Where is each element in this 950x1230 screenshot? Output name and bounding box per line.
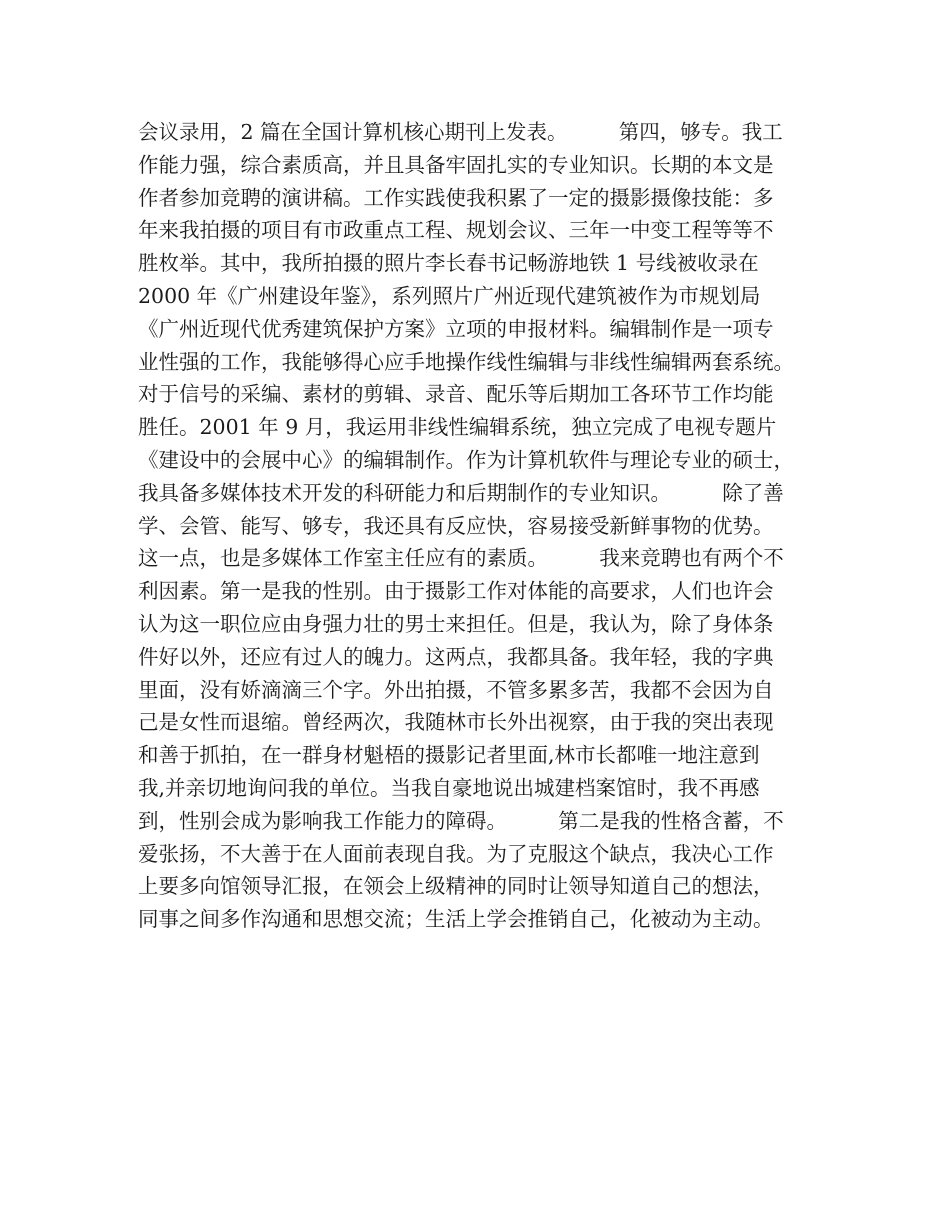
text-line-17: 件好以外，还应有过人的魄力。这两点，我都具备。我年轻，我的字典 [138, 644, 774, 669]
text-line-18: 里面，没有娇滴滴三个字。外出拍摄，不管多累多苦，我都不会因为自 [138, 677, 774, 702]
text-line-15: 利因素。第一是我的性别。由于摄影工作对体能的高要求，人们也许会 [138, 579, 774, 604]
text-line-14: 这一点，也是多媒体工作室主任应有的素质。 我来竞聘也有两个不 [138, 546, 784, 571]
text-line-6: 2000 年《广州建设年鉴》，系列照片广州近现代建筑被作为市规划局 [138, 283, 761, 308]
text-line-24: 上要多向馆领导汇报，在领会上级精神的同时让领导知道自己的想法， [138, 874, 774, 899]
text-line-1: 会议录用，2 篇在全国计算机核心期刊上发表。 第四，够专。我工 [138, 120, 783, 144]
text-line-23: 爱张扬，不大善于在人面前表现自我。为了克服这个缺点，我决心工作 [138, 841, 774, 866]
text-line-3: 作者参加竞聘的演讲稿。工作实践使我积累了一定的摄影摄像技能：多 [138, 185, 774, 210]
text-line-20: 和善于抓拍，在一群身材魁梧的摄影记者里面,林市长都唯一地注意到 [138, 743, 760, 768]
text-line-8: 业性强的工作，我能够得心应手地操作线性编辑与非线性编辑两套系统。 [138, 349, 794, 374]
body-text [138, 116, 828, 936]
text-line-13: 学、会管、能写、够专，我还具有反应快，容易接受新鲜事物的优势。 [138, 513, 774, 538]
text-line-11: 《建设中的会展中心》的编辑制作。作为计算机软件与理论专业的硕士， [138, 447, 794, 472]
text-line-19: 己是女性而退缩。曾经两次，我随林市长外出视察，由于我的突出表现 [138, 710, 774, 735]
text-line-4: 年来我拍摄的项目有市政重点工程、规划会议、三年一中变工程等等不 [138, 218, 774, 243]
text-line-12: 我具备多媒体技术开发的科研能力和后期制作的专业知识。 除了善 [138, 480, 784, 505]
text-line-5: 胜枚举。其中，我所拍摄的照片李长春书记畅游地铁 1 号线被收录在 [138, 251, 759, 276]
text-line-22: 到，性别会成为影响我工作能力的障碍。 第二是我的性格含蓄，不 [138, 808, 784, 833]
text-line-16: 认为这一职位应由身强力壮的男士来担任。但是，我认为，除了身体条 [138, 611, 774, 636]
text-line-25: 同事之间多作沟通和思想交流；生活上学会推销自己，化被动为主动。 [138, 907, 774, 932]
text-line-21: 我,并亲切地询问我的单位。当我自豪地说出城建档案馆时，我不再感 [138, 775, 760, 800]
text-line-7: 《广州近现代优秀建筑保护方案》立项的申报材料。编辑制作是一项专 [138, 316, 774, 341]
text-line-9: 对于信号的采编、素材的剪辑、录音、配乐等后期加工各环节工作均能 [138, 382, 774, 407]
text-line-10: 胜任。2001 年 9 月，我运用非线性编辑系统，独立完成了电视专题片 [138, 415, 777, 440]
text-line-2: 作能力强，综合素质高，并且具备牢固扎实的专业知识。长期的本文是 [138, 152, 774, 177]
